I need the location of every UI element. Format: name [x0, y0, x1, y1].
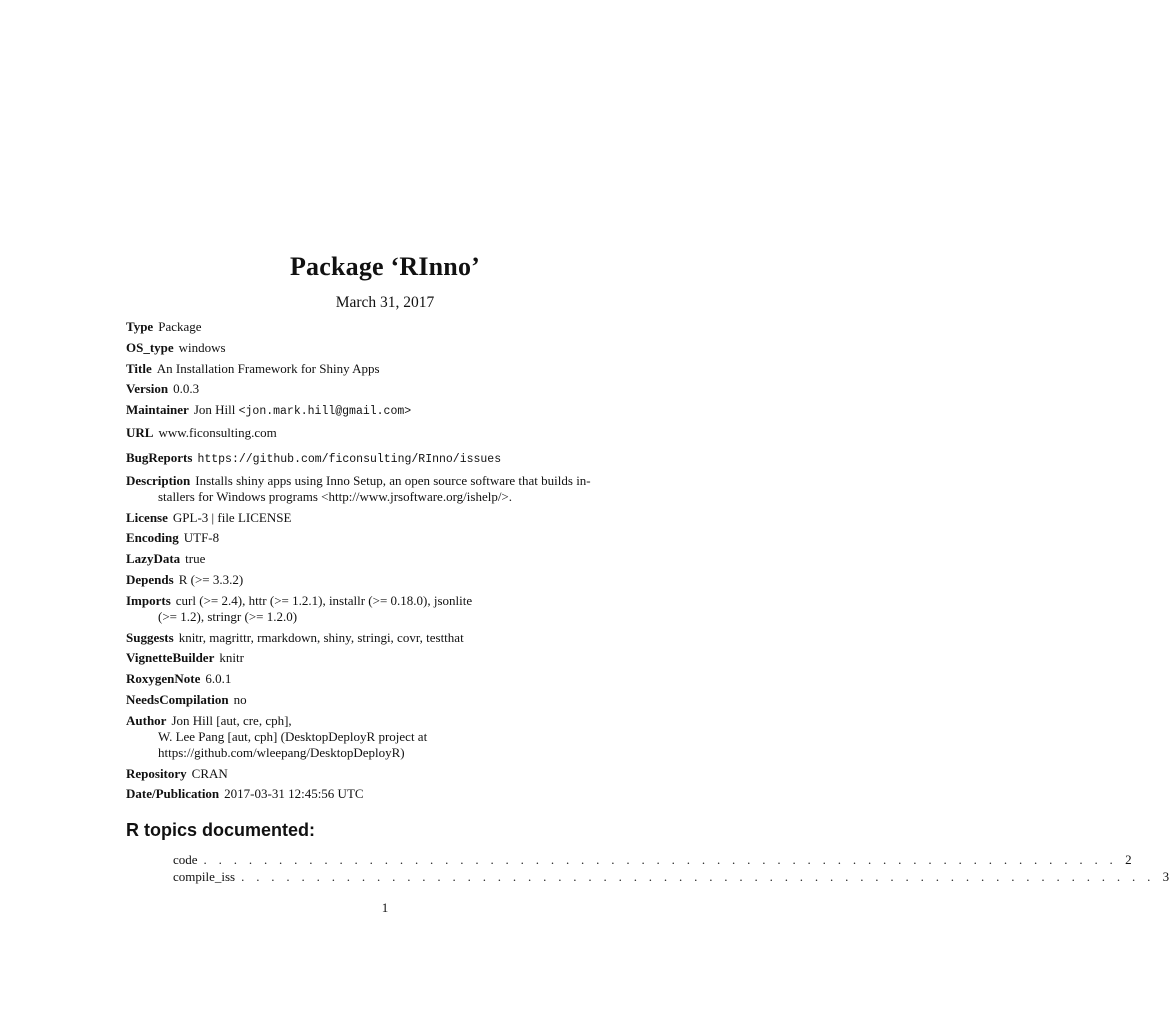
- field-key: Encoding: [126, 530, 179, 546]
- toc-leader-dots: . . . . . . . . . . . . . . . . . . . . . . . . . . . . . . . . . . . . . . . . . . . . . . . . . . . . . . . . . . . . .: [203, 852, 1118, 867]
- field-value: no: [233, 691, 247, 707]
- toc-entry[interactable]: [173, 851, 1132, 868]
- field-value-line: W. Lee Pang [aut, cph] (DesktopDeployR project at: [158, 728, 428, 744]
- field-lazydata: [126, 551, 646, 567]
- field-value: 6.0.1: [205, 671, 232, 687]
- field-value: CRAN: [191, 765, 228, 781]
- field-value: true: [185, 551, 206, 567]
- field-roxygennote: [126, 671, 646, 687]
- field-vignettebuilder: [126, 650, 646, 666]
- field-repository: [126, 766, 646, 782]
- toc-entry-name[interactable]: compile_iss: [173, 869, 236, 884]
- field-key: OS_type: [126, 339, 174, 355]
- package-date: March 31, 2017: [335, 294, 435, 311]
- maintainer-name: Jon Hill: [193, 402, 236, 418]
- field-bugreports: [126, 450, 646, 468]
- toc-entry-name[interactable]: code: [173, 852, 198, 867]
- field-value: Package: [158, 319, 202, 334]
- field-key: Title: [126, 360, 152, 376]
- field-value-line: stallers for Windows programs <http://www.jrsoftware.org/ishelp/>.: [158, 488, 513, 504]
- field-value-line: Installs shiny apps using Inno Setup, an open source software that builds in-: [195, 472, 591, 488]
- field-suggests: [126, 630, 646, 646]
- field-value: GPL-3 | file LICENSE: [172, 509, 292, 525]
- field-license: [126, 510, 646, 526]
- field-value: knitr: [219, 650, 244, 666]
- field-key: VignetteBuilder: [126, 650, 215, 666]
- field-key: License: [126, 509, 168, 525]
- field-key: Version: [126, 381, 169, 397]
- field-key: Imports: [126, 592, 171, 608]
- field-value: UTF-8: [183, 530, 220, 546]
- maintainer-email: <jon.mark.hill@gmail.com>: [238, 405, 412, 419]
- field-author: [126, 713, 646, 761]
- field-key: Depends: [126, 571, 174, 587]
- toc-entry-page: 2: [1125, 852, 1132, 867]
- field-value-line: (>= 1.2), stringr (>= 1.2.0): [158, 608, 298, 624]
- field-key: Author: [126, 712, 167, 728]
- field-value: 2017-03-31 12:45:56 UTC: [224, 786, 364, 802]
- field-maintainer: [126, 402, 646, 420]
- field-value: windows: [178, 339, 226, 355]
- topics-heading: R topics documented:: [126, 820, 316, 840]
- field-value: 0.0.3: [173, 381, 200, 397]
- field-depends: [126, 572, 646, 588]
- field-key: Maintainer: [126, 402, 189, 418]
- field-key: URL: [126, 424, 154, 440]
- field-date-publication: [126, 786, 646, 802]
- field-url: [126, 425, 646, 441]
- field-value: An Installation Framework for Shiny Apps: [156, 360, 380, 376]
- field-key: Suggests: [126, 629, 174, 645]
- package-title: Package ‘RInno’: [289, 252, 481, 281]
- field-key: NeedsCompilation: [126, 691, 229, 707]
- field-encoding: [126, 530, 646, 546]
- field-value: https://github.com/ficonsulting/RInno/issues: [197, 452, 502, 466]
- field-version: [126, 381, 646, 397]
- table-of-contents: [173, 851, 1169, 885]
- field-needscompilation: [126, 692, 646, 708]
- field-title: [126, 361, 646, 377]
- toc-entry[interactable]: [173, 868, 1169, 885]
- field-key: BugReports: [126, 449, 193, 465]
- field-value-line: https://github.com/wleepang/DesktopDeployR): [158, 744, 405, 760]
- field-value-line: curl (>= 2.4), httr (>= 1.2.1), installr (>= 0.18.0), jsonlite: [175, 592, 473, 608]
- field-key: Type: [126, 319, 154, 334]
- field-key: Date/Publication: [126, 786, 220, 802]
- field-value-line: Jon Hill [aut, cre, cph],: [171, 712, 292, 728]
- field-key: RoxygenNote: [126, 671, 201, 687]
- field-value: R (>= 3.3.2): [178, 571, 244, 587]
- page-number: 1: [381, 900, 389, 915]
- field-key: Repository: [126, 765, 187, 781]
- field-imports: [126, 593, 646, 625]
- field-value: knitr, magrittr, rmarkdown, shiny, stringi, covr, testthat: [178, 629, 464, 645]
- field-type: [126, 319, 646, 335]
- toc-leader-dots: . . . . . . . . . . . . . . . . . . . . . . . . . . . . . . . . . . . . . . . . . . . . . . . . . . . . . . . . . . . . .: [241, 869, 1155, 884]
- description-fields: [126, 319, 646, 807]
- field-value: www.ficonsulting.com: [158, 424, 277, 440]
- field-os-type: [126, 340, 646, 356]
- field-description: [126, 473, 646, 505]
- field-key: Description: [126, 472, 191, 488]
- field-key: LazyData: [126, 551, 181, 567]
- toc-entry-page: 3: [1162, 869, 1169, 884]
